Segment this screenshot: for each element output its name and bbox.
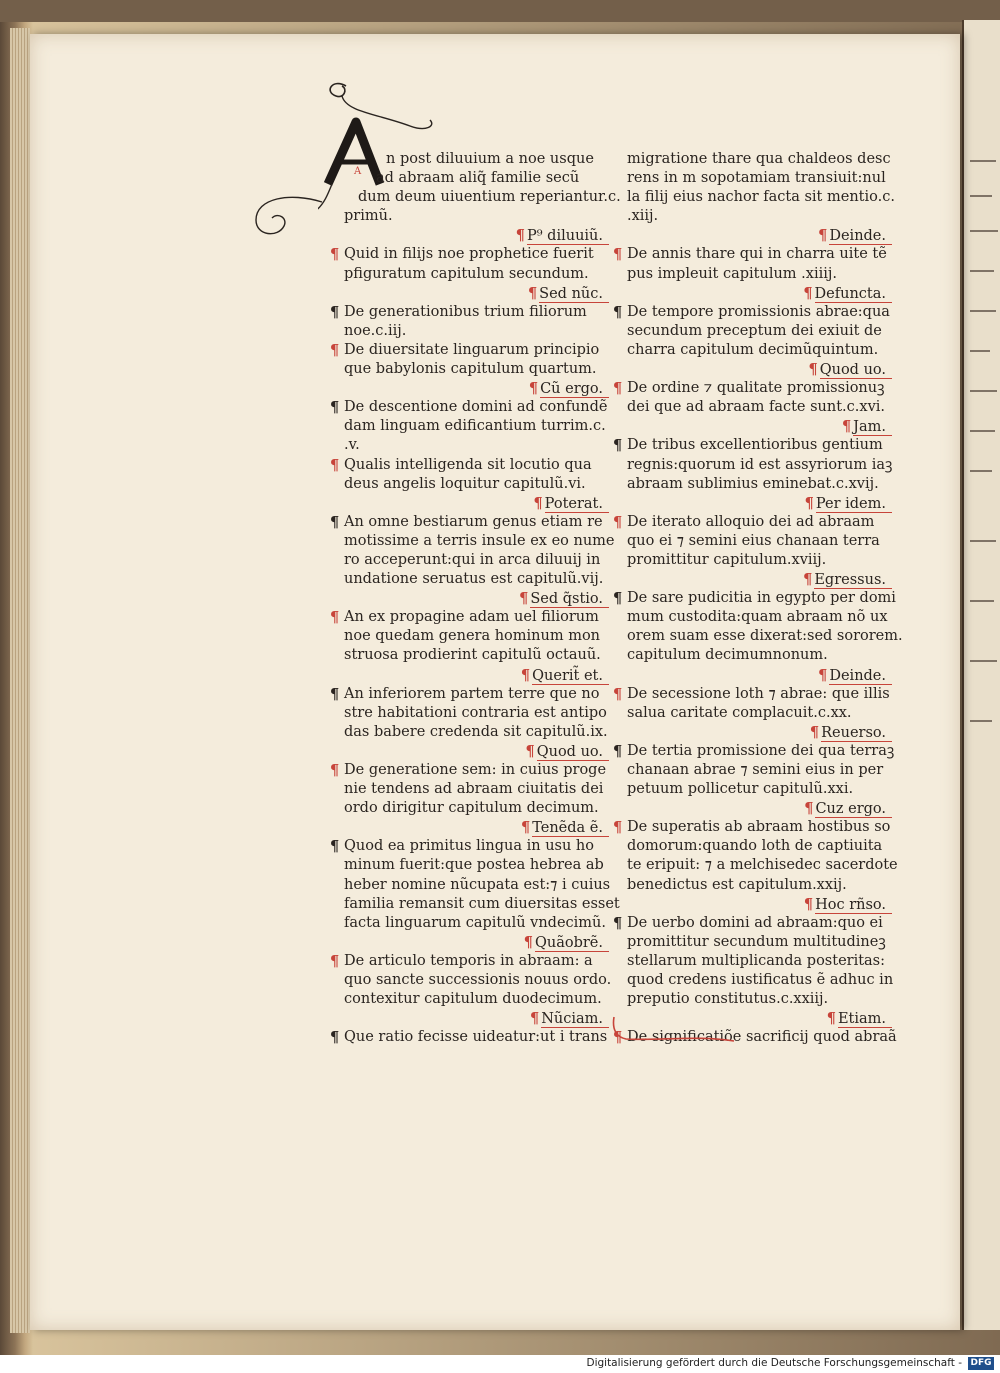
rubric-catchword (627, 799, 892, 818)
pilcrow-red-icon: ¶ (613, 513, 623, 531)
pilcrow-red-icon: ¶ (613, 819, 623, 837)
line-text: rens in m sopotamiam transiuit:nul (627, 170, 886, 187)
text-line (344, 436, 609, 455)
text-line (344, 799, 609, 818)
line-text: stre habitationi contraria est antipo (344, 704, 607, 721)
line-text: An inferiorem partem terre que no (344, 685, 600, 702)
chapter-heading-line (613, 303, 892, 322)
pilcrow-red-icon: ¶ (330, 456, 340, 474)
line-text: Qualis intelligenda sit locutio qua (344, 456, 592, 473)
text-line (627, 608, 892, 627)
chapter-heading-line (330, 761, 609, 780)
rubric-catchword (344, 379, 609, 398)
footer-bar (0, 1355, 1000, 1373)
line-text: contexitur capitulum duodecimum. (344, 991, 602, 1008)
text-line (344, 895, 620, 914)
text-line (344, 265, 609, 284)
rubric-catchword (627, 570, 892, 589)
chapter-heading-line (330, 341, 609, 360)
catchword-text: Egressus. (814, 572, 892, 589)
text-line (344, 914, 609, 933)
pilcrow-red-icon: ¶ (330, 952, 340, 970)
rubric-catchword (344, 818, 609, 837)
catchword-text: Deinde. (829, 228, 892, 245)
text-line (627, 837, 892, 856)
pilcrow-red-icon: ¶ (330, 762, 340, 779)
text-line (344, 856, 609, 875)
line-text: Que ratio fecisse uideatur:ut i trans (344, 1029, 608, 1046)
pilcrow-black-icon: ¶ (613, 914, 623, 932)
line-text: pus impleuit capitulum .xiiij. (627, 265, 837, 282)
text-line (627, 971, 892, 990)
chapter-heading-line (613, 589, 896, 608)
line-text: De sare pudicitia in egypto per domi (627, 590, 896, 607)
text-line (344, 780, 609, 799)
pilcrow-red-icon: ¶ (818, 666, 828, 684)
line-text: De diuersitate linguarum principio (344, 341, 600, 358)
text-line (627, 188, 895, 207)
pilcrow-red-icon: ¶ (808, 361, 818, 379)
pilcrow-red-icon: ¶ (613, 246, 623, 264)
line-text: deus angelis loquitur capitulũ.vi. (344, 475, 586, 492)
line-text: salua caritate complacuit.c.xx. (627, 704, 852, 721)
chapter-heading-line (613, 818, 892, 837)
line-text: minum fuerit:que postea hebrea ab (344, 857, 604, 874)
line-text: quo ei ⁊ semini eius chanaan terra (627, 532, 880, 549)
catchword-text: Etiam. (838, 1011, 892, 1028)
text-line (627, 150, 892, 169)
line-text: familia remansit cum diuersitas esset (344, 895, 620, 912)
catchword-text: Poterat. (545, 496, 609, 513)
line-text: struosa prodierint capitulũ octauũ. (344, 647, 601, 664)
line-text: quo sancte successionis nouus ordo. (344, 972, 612, 989)
line-text: charra capitulum decimũquintum. (627, 341, 879, 358)
line-text: De articulo temporis in abraam: a (344, 952, 593, 969)
rubric-catchword (344, 226, 609, 245)
pilcrow-red-icon: ¶ (613, 685, 623, 703)
catchword-text: Cũ ergo. (540, 381, 609, 398)
line-text: que babylonis capitulum quartum. (344, 361, 597, 378)
pilcrow-red-icon: ¶ (803, 284, 813, 302)
line-text: preputio constitutus.c.xxiij. (627, 991, 829, 1008)
page-edges (10, 28, 30, 1333)
pilcrow-red-icon: ¶ (826, 1010, 836, 1028)
chapter-heading-line (613, 742, 895, 761)
rubric-catchword (344, 933, 609, 952)
line-text: promittitur capitulum.xviij. (627, 551, 827, 568)
chapter-heading-line (330, 456, 609, 475)
chapter-heading-line (330, 513, 609, 532)
rubric-catchword (344, 1009, 609, 1028)
pilcrow-red-icon: ¶ (809, 723, 820, 741)
svg-text:A: A (354, 166, 362, 177)
line-text: domorum:quando loth de captiuita (627, 838, 883, 855)
line-text: secundum preceptum dei exiuit de (627, 322, 882, 339)
text-line (627, 876, 892, 895)
catchword-text: Sed nũc. (539, 286, 609, 303)
line-text: De descentione domini ad confundẽ (344, 399, 608, 416)
text-line (627, 761, 892, 780)
line-text: primũ. (344, 208, 393, 225)
catchword-text: Cuz ergo. (815, 801, 892, 818)
text-line (344, 169, 609, 188)
line-text: An ex propagine adam uel filiorum (344, 609, 599, 626)
pilcrow-red-icon: ¶ (520, 666, 531, 684)
pilcrow-black-icon: ¶ (330, 399, 340, 417)
binding-top (0, 0, 1000, 22)
line-text: De tempore promissionis abrae:qua (627, 303, 890, 320)
chapter-heading-line (330, 303, 609, 322)
catchword-text: Deinde. (829, 668, 892, 685)
line-text: motissime a terris insule ex eo nume (344, 532, 615, 549)
text-line (627, 952, 892, 971)
pilcrow-red-icon: ¶ (804, 800, 814, 818)
catchword-text: Hoc rñso. (815, 897, 892, 914)
rubric-catchword (627, 723, 892, 742)
text-line (627, 341, 892, 360)
pilcrow-black-icon: ¶ (330, 303, 340, 321)
catchword-text: Querit̃ et. (532, 668, 609, 685)
pilcrow-black-icon: ¶ (330, 838, 340, 856)
chapter-heading-line (330, 837, 609, 856)
chapter-heading-line (613, 436, 892, 455)
line-text: petuum pollicetur capitulũ.xxi. (627, 781, 854, 798)
text-line (344, 150, 609, 169)
line-text: chanaan abrae ⁊ semini eius in per (627, 762, 884, 778)
pilcrow-red-icon: ¶ (527, 284, 538, 302)
dfg-logo: DFG (968, 1357, 994, 1370)
line-text: .xiij. (627, 208, 659, 225)
text-line (344, 570, 609, 589)
line-text: pfiguratum capitulum secundum. (344, 265, 589, 282)
line-text: promittitur secundum multitudineꝫ (627, 933, 886, 950)
line-text: De significatiõe sacrificij quod abraã (627, 1029, 897, 1046)
line-text: stellarum multiplicanda posteritas: (627, 952, 886, 969)
text-line (344, 971, 612, 990)
rubric-catchword (627, 417, 892, 436)
line-text: De uerbo domini ad abraam:quo ei (627, 914, 883, 931)
text-line (627, 322, 892, 341)
chapter-heading-line (613, 513, 892, 532)
catchword-text: Nũciam. (541, 1011, 609, 1028)
line-text: heber nomine nũcupata est:⁊ i cuius (344, 876, 611, 893)
line-text: noe.c.iij. (344, 322, 407, 339)
text-line (344, 723, 609, 742)
funding-credit: Digitalisierung gefördert durch die Deutsche Forschungsgemeinschaft - (586, 1357, 962, 1369)
pilcrow-black-icon: ¶ (330, 1029, 340, 1047)
chapter-heading-line (330, 952, 609, 971)
text-line (344, 990, 609, 1009)
line-text: De ordine ⁊ qualitate promissionuꝫ (627, 380, 885, 397)
initial-flourish-swirl (250, 192, 330, 252)
catchword-text: Jam. (853, 419, 892, 436)
pilcrow-red-icon: ¶ (803, 571, 813, 589)
chapter-heading-line (330, 398, 609, 417)
text-line (627, 551, 892, 570)
line-text: An omne bestiarum genus etiam re (344, 513, 603, 530)
catchword-text: Sed q̃stio. (530, 591, 609, 608)
chapter-heading-line (613, 685, 892, 704)
line-text: ro acceperunt:qui in arca diluuij in (344, 551, 601, 568)
catchword-text: P⁹ diluuiũ. (527, 228, 609, 245)
line-text: nie tendens ad abraam ciuitatis dei (344, 781, 604, 798)
text-line (344, 551, 609, 570)
line-text: Quod ea primitus lingua in usu ho (344, 838, 595, 855)
line-text: orem suam esse dixerat:sed sororem. (627, 628, 903, 645)
pilcrow-black-icon: ¶ (613, 742, 623, 760)
text-line (344, 475, 609, 494)
chapter-heading-line (330, 685, 609, 704)
line-text: migratione thare qua chaldeos desc (627, 151, 891, 167)
text-line (627, 646, 892, 665)
chapter-heading-line (330, 245, 609, 264)
chapter-heading-line (330, 1028, 609, 1047)
pilcrow-red-icon: ¶ (523, 933, 533, 951)
line-text: facta linguarum capitulũ vndecimũ. (344, 914, 607, 931)
line-text: ad abraam aliq̃ familie secũ (376, 170, 580, 187)
pilcrow-red-icon: ¶ (804, 494, 814, 512)
text-line (627, 475, 892, 494)
line-text: mum custodita:quam abraam nõ ux (627, 609, 888, 626)
text-column-right (613, 150, 903, 1047)
text-line (344, 417, 609, 436)
line-text: De tertia promissione dei qua terraꝫ (627, 742, 895, 759)
text-line (344, 646, 609, 665)
chapter-heading-line (613, 914, 892, 933)
text-line (344, 188, 621, 207)
pilcrow-black-icon: ¶ (330, 685, 340, 703)
pilcrow-red-icon: ¶ (841, 418, 852, 436)
pilcrow-black-icon: ¶ (613, 590, 623, 608)
rubric-catchword (344, 666, 609, 685)
text-line (344, 207, 609, 226)
closing-flourish (608, 1015, 748, 1055)
catchword-text: Tenẽda ẽ. (532, 820, 609, 837)
text-line (627, 532, 892, 551)
line-text: te eripuit: ⁊ a melchisedec sacerdote (627, 857, 898, 874)
text-line (627, 398, 892, 417)
text-line (344, 360, 609, 379)
text-line (627, 780, 892, 799)
line-text: undatione seruatus est capitulũ.vij. (344, 571, 604, 588)
text-line (344, 876, 609, 895)
text-line (627, 207, 892, 226)
line-text: De generationibus trium filiorum (344, 303, 587, 320)
line-text: De generatione sem: in cuius proge (344, 762, 607, 778)
pilcrow-black-icon: ¶ (613, 303, 623, 321)
line-text: capitulum decimumnonum. (627, 647, 828, 664)
line-text: quod credens iustificatus ẽ adhuc in (627, 972, 894, 989)
text-line (627, 933, 892, 952)
text-line (344, 532, 615, 551)
pilcrow-red-icon: ¶ (818, 227, 828, 245)
pilcrow-black-icon: ¶ (330, 513, 340, 531)
pilcrow-red-icon: ¶ (520, 819, 531, 837)
chapter-heading-line (613, 379, 892, 398)
text-line (627, 456, 892, 475)
line-text: dam linguam edificantium turrim.c. (344, 418, 606, 435)
line-text: benedictus est capitulum.xxij. (627, 876, 847, 893)
line-text: n post diluuium a noe usque (386, 151, 594, 167)
pilcrow-red-icon: ¶ (533, 494, 543, 512)
line-text: das babere credenda sit capitulũ.ix. (344, 723, 608, 740)
catchword-text: Reuerso. (821, 725, 892, 742)
line-text: .v. (344, 437, 360, 454)
rubric-catchword (627, 666, 892, 685)
rubric-catchword (344, 494, 609, 513)
catchword-text: Quod uo. (537, 744, 609, 761)
pilcrow-red-icon: ¶ (613, 1029, 623, 1047)
catchword-text: Quod uo. (820, 362, 892, 379)
rubric-catchword (344, 589, 609, 608)
text-line (344, 627, 609, 646)
text-line (344, 322, 609, 341)
pilcrow-red-icon: ¶ (330, 341, 340, 359)
pilcrow-red-icon: ¶ (330, 609, 340, 627)
pilcrow-red-icon: ¶ (528, 380, 539, 398)
pilcrow-red-icon: ¶ (515, 227, 525, 245)
catchword-text: Per idem. (816, 496, 892, 513)
line-text: De annis thare qui in charra uite tẽ (627, 246, 887, 263)
line-text: dum deum uiuentium reperiantur.c. (358, 189, 621, 206)
text-line (627, 169, 892, 188)
chapter-heading-line (330, 608, 609, 627)
line-text: regnis:quorum id est assyriorum iaꝫ (627, 456, 893, 473)
text-line (627, 627, 903, 646)
pilcrow-red-icon: ¶ (330, 246, 340, 264)
text-column-left (330, 150, 621, 1047)
line-text: la filij eius nachor facta sit mentio.c. (627, 189, 895, 206)
rubric-catchword (627, 494, 892, 513)
line-text: De tribus excellentioribus gentium (627, 437, 883, 454)
line-text: ordo dirigitur capitulum decimum. (344, 800, 599, 817)
text-line (627, 704, 892, 723)
text-line (627, 265, 892, 284)
catchword-text: Quãobrẽ. (535, 935, 609, 952)
rubric-catchword (627, 226, 892, 245)
rubric-catchword (344, 742, 609, 761)
text-line (344, 704, 609, 723)
pilcrow-red-icon: ¶ (613, 380, 623, 398)
rubric-catchword (627, 284, 892, 303)
pilcrow-red-icon: ¶ (529, 1010, 540, 1028)
pilcrow-red-icon: ¶ (803, 895, 814, 913)
facing-page-fragment (962, 20, 1000, 1330)
pilcrow-red-icon: ¶ (525, 742, 535, 760)
catchword-text: Defuncta. (815, 286, 892, 303)
line-text: De secessione loth ⁊ abrae: que illis (627, 685, 890, 702)
rubric-catchword (627, 360, 892, 379)
line-text: abraam sublimius eminebat.c.xvij. (627, 475, 879, 492)
rubric-catchword (344, 284, 609, 303)
pilcrow-red-icon: ¶ (519, 590, 529, 608)
line-text: De iterato alloquio dei ad abraam (627, 513, 875, 530)
pilcrow-black-icon: ¶ (613, 437, 623, 455)
line-text: De superatis ab abraam hostibus so (627, 819, 891, 836)
text-line (627, 856, 898, 875)
rubric-catchword (627, 895, 892, 914)
text-line (627, 990, 892, 1009)
line-text: dei que ad abraam facte sunt.c.xvi. (627, 399, 886, 416)
line-text: noe quedam genera hominum mon (344, 628, 601, 645)
line-text: Quid in filijs noe prophetice fuerit (344, 246, 594, 263)
chapter-heading-line (613, 245, 892, 264)
